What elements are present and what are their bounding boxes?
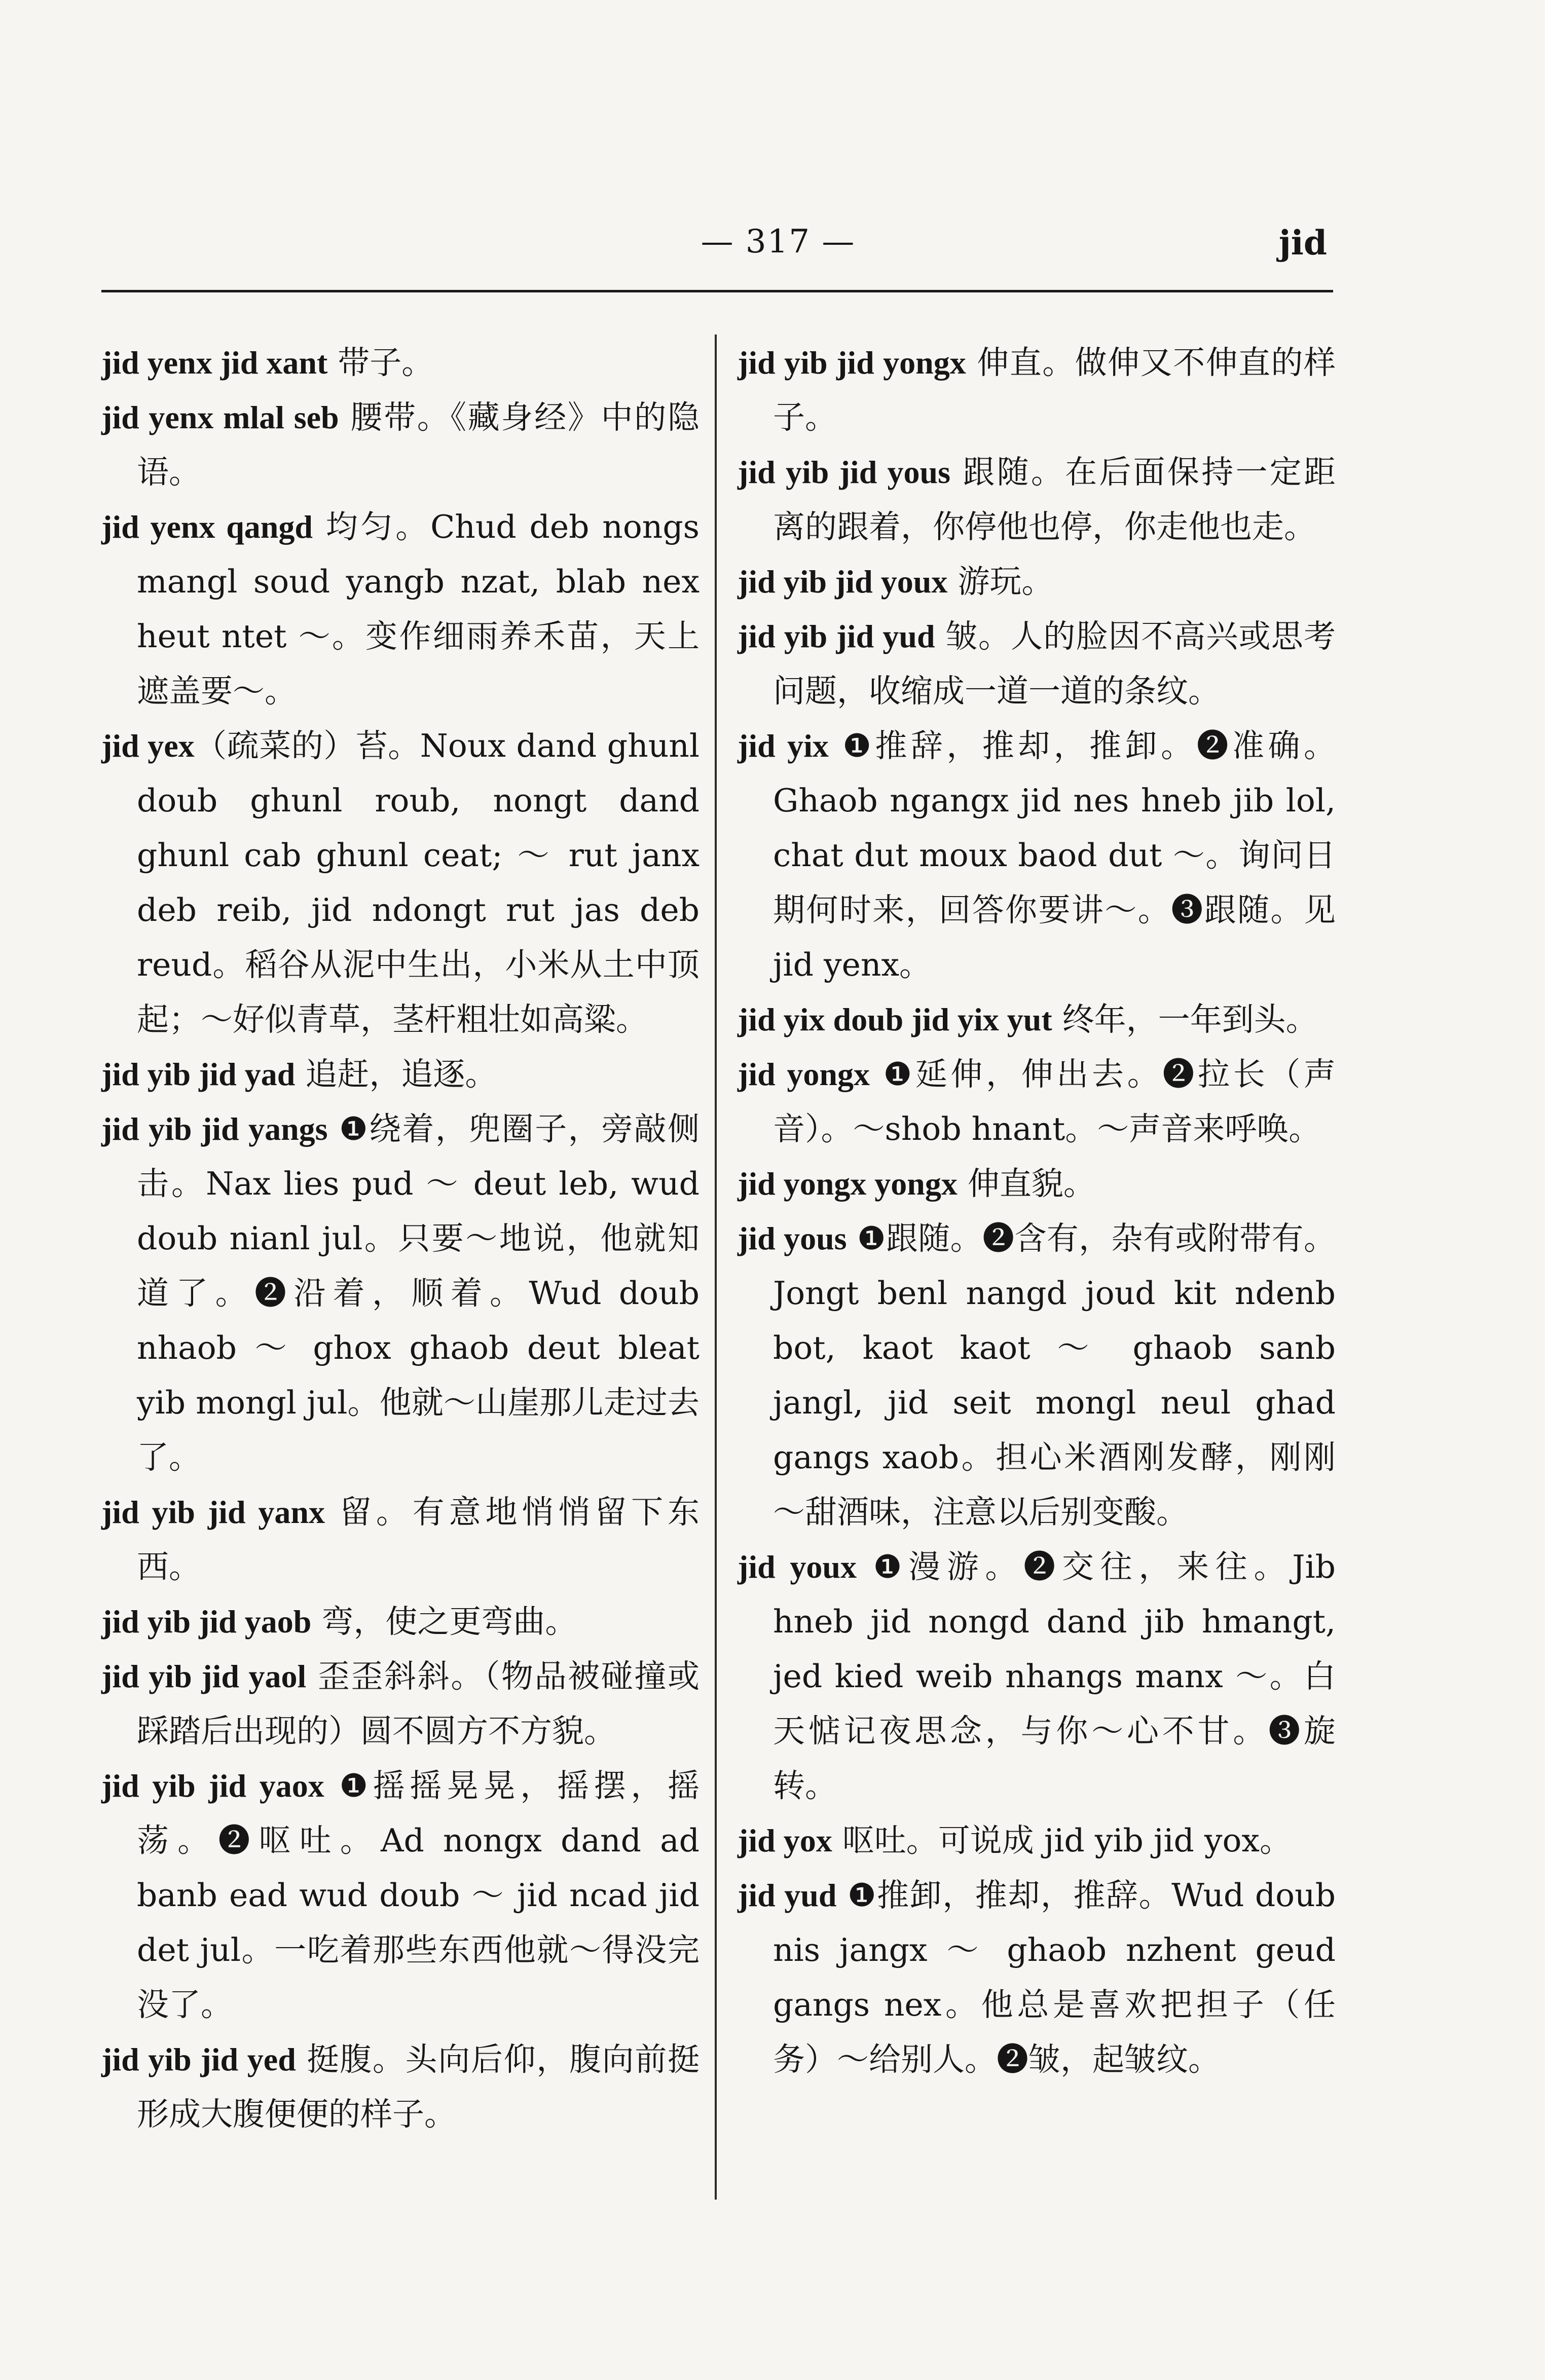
entry-definition: ❶摇摇晃晃，摇摆，摇荡。❷呕吐。Ad nongx dand ad banb ead wud doub ～ jid ncad jid det jul。一吃着那些东西他就～得没完没了。 [137, 1767, 700, 2023]
entry-headword: jid youx [738, 1549, 857, 1585]
entry-headword: jid yud [738, 1877, 837, 1913]
dictionary-entry [101, 1759, 700, 2032]
dictionary-entry [738, 1211, 1336, 1540]
entry-headword: jid yib jid yaob [101, 1604, 312, 1640]
entry-definition: 挺腹。头向后仰，腹向前挺形成大腹便便的样子。 [137, 2041, 700, 2133]
dictionary-entry [738, 1540, 1336, 1813]
entry-headword: jid yix doub jid yix yut [738, 1001, 1052, 1037]
dictionary-entry [738, 1157, 1336, 1211]
dictionary-entry [738, 719, 1336, 992]
entry-headword: jid yib jid yongx [738, 345, 966, 381]
entry-headword: jid yib jid youx [738, 564, 948, 600]
entry-headword: jid yib jid yaox [101, 1768, 324, 1804]
dictionary-entry [101, 719, 700, 1047]
guide-word: jid [1278, 223, 1327, 263]
dictionary-entry [101, 1047, 700, 1102]
entry-headword: jid yib jid yangs [101, 1111, 328, 1147]
entry-headword: jid yox [738, 1823, 832, 1858]
entry-headword: jid yex [101, 728, 195, 764]
left-column [101, 336, 700, 2142]
entry-definition: 均匀。Chud deb nongs mangl soud yangb nzat, blab nex heut ntet ～。变作细雨养禾苗，天上遮盖要～。 [137, 508, 700, 710]
entry-headword: jid yenx jid xant [101, 345, 328, 381]
dictionary-entry [101, 1485, 700, 1594]
entry-headword: jid yenx mlal seb [101, 399, 339, 435]
entry-headword: jid yib jid yaol [101, 1658, 307, 1694]
entry-definition: 留。有意地悄悄留下东西。 [137, 1494, 700, 1585]
entry-definition: 伸直貌。 [957, 1165, 1095, 1202]
dictionary-entry [101, 1102, 700, 1485]
entry-definition: 游玩。 [947, 563, 1054, 600]
dictionary-entry [101, 1594, 700, 1649]
entry-headword: jid yous [738, 1220, 847, 1256]
dictionary-entry [101, 500, 700, 719]
entry-definition: ❶跟随。❷含有，杂有或附带有。Jongt benl nangd joud kit ndenb bot, kaot kaot ～ ghaob sanb jangl, jid seit mongl neul ghad gangs xaob。担心米酒刚发酵，刚刚～甜酒味，注意以后别变酸。 [773, 1220, 1336, 1531]
dictionary-entry [738, 554, 1336, 609]
entry-definition: 呕吐。可说成 jid yib jid yox。 [832, 1822, 1292, 1859]
entry-definition: 歪歪斜斜。（物品被碰撞或踩踏后出现的）圆不圆方不方貌。 [137, 1658, 700, 1750]
entry-definition: 腰带。《藏身经》中的隐语。 [137, 399, 700, 491]
entry-definition: 追赶，追逐。 [295, 1056, 497, 1093]
column-divider [715, 334, 717, 2200]
entry-definition: ❶绕着，兜圈子，旁敲侧击。Nax lies pud ～ deut leb, wud doub nianl jul。只要～地说，他就知道了。❷沿着，顺着。Wud doub nhaob ～ ghox ghaob deut bleat yib mongl jul。他就～山崖那儿走过去了。 [137, 1110, 700, 1476]
entry-headword: jid yib jid yad [101, 1056, 296, 1092]
right-column [738, 336, 1336, 2087]
dictionary-entry [738, 1047, 1336, 1157]
entry-definition: 跟随。在后面保持一定距离的跟着，你停他也停，你走他也走。 [773, 454, 1336, 545]
dictionary-entry [101, 336, 700, 390]
dictionary-entry [738, 1868, 1336, 2087]
entry-headword: jid yongx [738, 1056, 870, 1092]
entry-headword: jid yib jid yous [738, 454, 951, 490]
dictionary-entry [738, 1813, 1336, 1868]
dictionary-entry [101, 2032, 700, 2142]
dictionary-entry [101, 1649, 700, 1759]
entry-headword: jid yongx yongx [738, 1166, 958, 1202]
entry-definition: 伸直。做伸又不伸直的样子。 [773, 344, 1336, 436]
header-rule [101, 290, 1333, 292]
entry-definition: 皱。人的脸因不高兴或思考问题，收缩成一道一道的条纹。 [773, 618, 1336, 710]
entry-definition: ❶延伸，伸出去。❷拉长（声音）。～shob hnant。～声音来呼唤。 [773, 1056, 1336, 1147]
dictionary-entry [738, 609, 1336, 719]
dictionary-entry [738, 445, 1336, 554]
entry-definition: ❶推辞，推却，推卸。❷准确。Ghaob ngangx jid nes hneb jib lol, chat dut moux baod dut ～。询问日期何时来，回答你要讲～。❸跟随。见 jid yenx。 [773, 727, 1336, 983]
entry-headword: jid yib jid yed [101, 2041, 296, 2077]
entry-definition: 弯，使之更弯曲。 [311, 1603, 577, 1640]
dictionary-entry [738, 992, 1336, 1047]
entry-definition: ❶推卸，推却，推辞。Wud doub nis jangx ～ ghaob nzhent geud gangs nex。他总是喜欢把担子（任务）～给别人。❷皱，起皱纹。 [773, 1877, 1336, 2078]
entry-headword: jid yix [738, 728, 829, 764]
entry-definition: 带子。 [327, 344, 434, 381]
entry-definition: 终年，一年到头。 [1052, 1001, 1318, 1038]
entry-headword: jid yenx qangd [101, 509, 313, 545]
dictionary-entry [738, 336, 1336, 445]
entry-headword: jid yib jid yud [738, 618, 935, 654]
dictionary-entry [101, 390, 700, 500]
entry-headword: jid yib jid yanx [101, 1494, 325, 1530]
entry-definition: ❶漫游。❷交往，来往。Jib hneb jid nongd dand jib hmangt, jed kied weib nhangs manx ～。白天惦记夜思念，与你～心不甘。❸旋转。 [773, 1548, 1336, 1804]
page-number: — 317 — [701, 223, 856, 261]
entry-definition: （疏菜的）苔。Noux dand ghunl doub ghunl roub, nongt dand ghunl cab ghunl ceat; ～ rut janx deb reib, jid ndongt rut jas deb reud。稻谷从泥中生出，小米从土中顶起；～好似青草，茎杆粗壮如高粱。 [137, 727, 700, 1038]
